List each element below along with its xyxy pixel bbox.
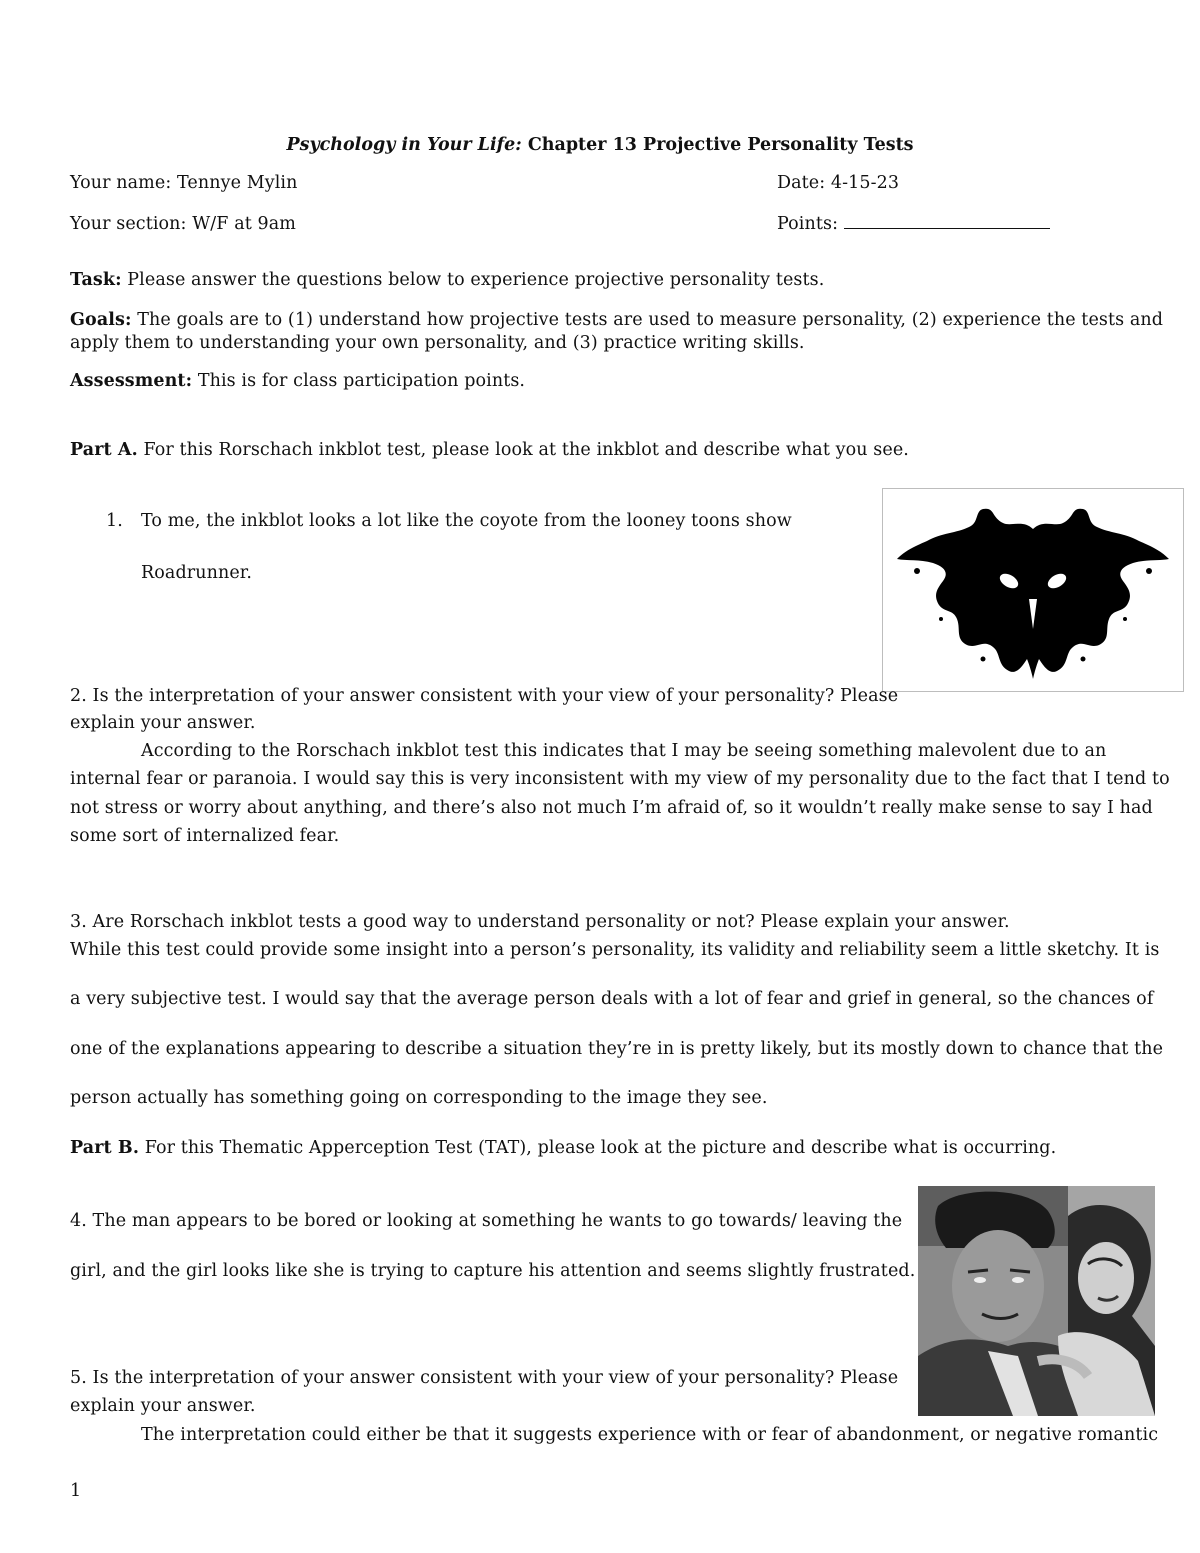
- assessment-line: [70, 370, 525, 392]
- q2-question-line-1: 2. Is the interpretation of your answer consistent with your view of your personality? Please: [70, 686, 899, 706]
- name-label: Your name:: [70, 173, 172, 193]
- inkblot-icon: [883, 489, 1183, 691]
- q4-answer-line-1: 4. The man appears to be bored or looking at something he wants to go towards/ leaving the: [70, 1211, 903, 1231]
- goals-label: Goals:: [70, 310, 132, 330]
- part-b-text: For this Thematic Apperception Test (TAT), please look at the picture and describe what is occurring.: [144, 1138, 1057, 1158]
- tat-couple-icon: [918, 1186, 1155, 1416]
- date-value: 4-15-23: [830, 173, 900, 193]
- section-line: [70, 213, 296, 235]
- part-a-text: For this Rorschach inkblot test, please look at the inkblot and describe what you see.: [143, 440, 909, 460]
- q2-answer-line-2: internal fear or paranoia. I would say this is very inconsistent with my view of my personality due to the fact that I tend to: [70, 769, 1170, 789]
- q1-answer-line-2: Roadrunner.: [141, 563, 252, 583]
- q3-answer-line-1: While this test could provide some insight into a person’s personality, its validity and reliability seem a little sketchy. It is: [70, 940, 1160, 960]
- q2-question-line-2: explain your answer.: [70, 713, 256, 733]
- part-b-label: Part B.: [70, 1138, 140, 1158]
- q3-question: 3. Are Rorschach inkblot tests a good way to understand personality or not? Please explain your answer.: [70, 912, 1010, 932]
- q2-answer-line-1: According to the Rorschach inkblot test this indicates that I may be seeing something malevolent due to an: [141, 741, 1107, 761]
- q3-answer-line-3: one of the explanations appearing to describe a situation they’re in is pretty likely, but its mostly down to chance that the: [70, 1039, 1164, 1059]
- name-line: [70, 172, 298, 194]
- assessment-text: This is for class participation points.: [197, 371, 526, 391]
- q3-answer-line-2: a very subjective test. I would say that the average person deals with a lot of fear and grief in general, so the chances of: [70, 989, 1154, 1009]
- q4-answer-line-2: girl, and the girl looks like she is trying to capture his attention and seems slightly frustrated.: [70, 1261, 916, 1281]
- points-blank: [844, 214, 1050, 229]
- title-rest: Chapter 13 Projective Personality Tests: [527, 135, 914, 155]
- q3-answer-line-4: person actually has something going on corresponding to the image they see.: [70, 1088, 768, 1108]
- task-line: [70, 269, 824, 291]
- section-value: W/F at 9am: [192, 214, 296, 234]
- part-a-label: Part A.: [70, 440, 138, 460]
- rorschach-inkblot-image: [882, 488, 1184, 692]
- title-italic: Psychology in Your Life:: [286, 135, 522, 155]
- goals-line-2: apply them to understanding your own personality, and (3) practice writing skills.: [70, 333, 805, 353]
- task-label: Task:: [70, 270, 122, 290]
- goals-line-1: [70, 309, 1163, 331]
- part-b-heading: [70, 1137, 1056, 1159]
- date-line: [777, 172, 899, 194]
- date-label: Date:: [777, 173, 826, 193]
- name-value: Tennye Mylin: [177, 173, 298, 193]
- goals-text-1: The goals are to (1) understand how projective tests are used to measure personality, (2) experience the tests and: [137, 310, 1164, 330]
- q1-number: 1.: [106, 511, 123, 531]
- assessment-label: Assessment:: [70, 371, 193, 391]
- task-text: Please answer the questions below to experience projective personality tests.: [127, 270, 825, 290]
- points-line: [777, 213, 1050, 235]
- tat-photo-image: [918, 1186, 1155, 1416]
- q1-answer-line-1: To me, the inkblot looks a lot like the coyote from the looney toons show: [141, 511, 792, 531]
- points-label: Points:: [777, 214, 839, 234]
- q5-question-line-1: 5. Is the interpretation of your answer consistent with your view of your personality? Please: [70, 1368, 899, 1388]
- q2-answer-line-3: not stress or worry about anything, and there’s also not much I’m afraid of, so it wouldn’t really make sense to say I had: [70, 798, 1153, 818]
- q5-question-line-2: explain your answer.: [70, 1396, 256, 1416]
- page-number: 1: [70, 1481, 82, 1501]
- part-a-heading: [70, 439, 909, 461]
- q2-answer-line-4: some sort of internalized fear.: [70, 826, 340, 846]
- section-label: Your section:: [70, 214, 187, 234]
- page-title: [0, 135, 1200, 155]
- q5-answer-line-1: The interpretation could either be that it suggests experience with or fear of abandonment, or negative romantic: [141, 1425, 1159, 1445]
